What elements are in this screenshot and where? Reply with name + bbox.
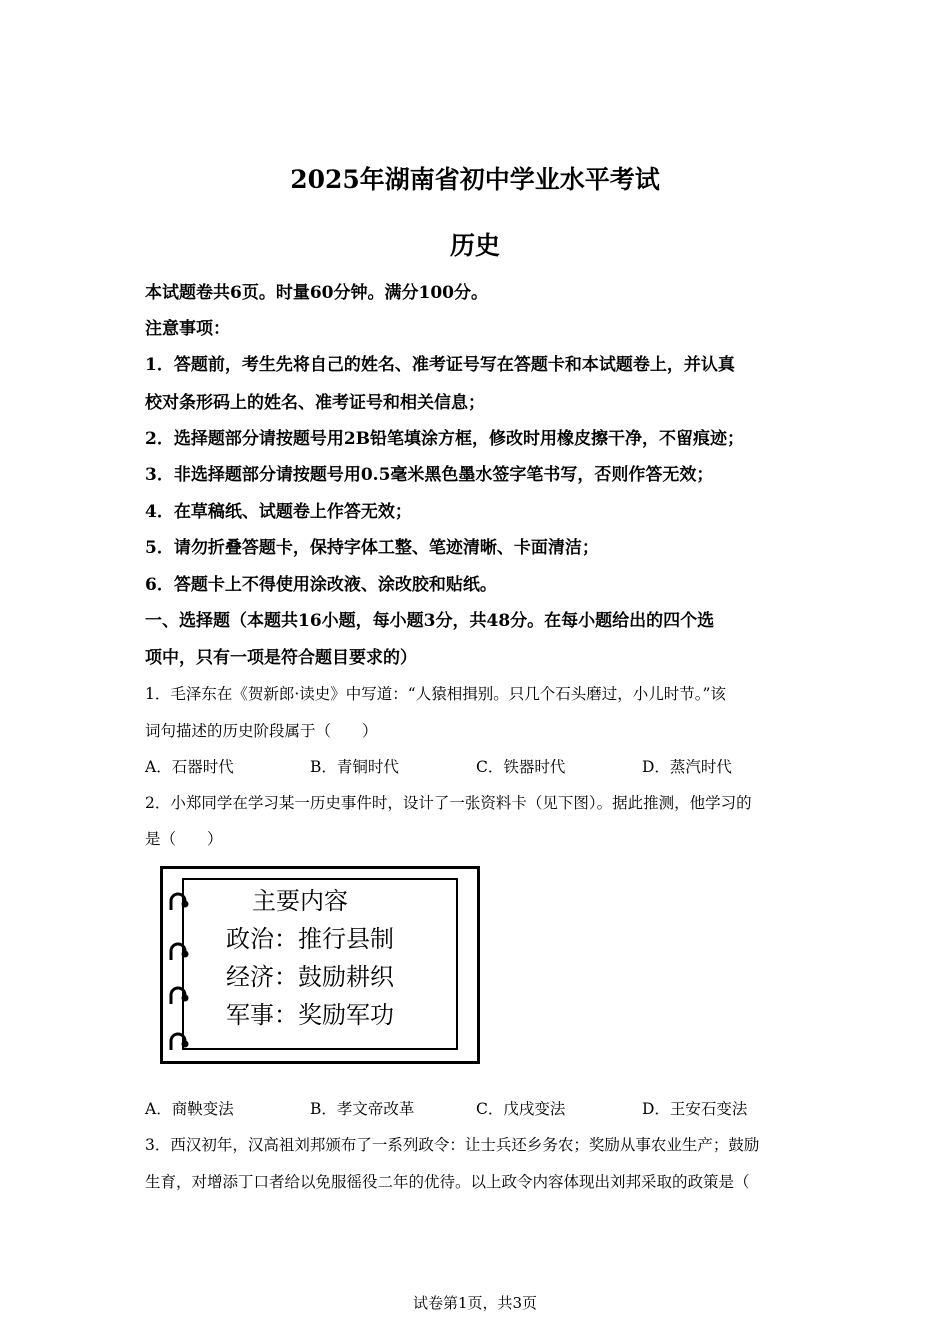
card-row-economy: 经济：鼓励耕织: [226, 963, 394, 991]
card-heading: 主要内容: [252, 887, 348, 915]
option-a: A．商鞅变法: [145, 1100, 234, 1118]
card-row-politics: 政治：推行县制: [226, 925, 394, 953]
question-2-text-cont: 是（ ）: [145, 830, 223, 848]
option-b: B．青铜时代: [310, 758, 399, 776]
question-2-text: 2．小郑同学在学习某一历史事件时，设计了一张资料卡（见下图）。据此推测，他学习的: [145, 794, 752, 812]
option-c: C．铁器时代: [476, 758, 566, 776]
question-3-text-cont: 生育，对增添丁口者给以免服徭役二年的优待。以上政令内容体现出刘邦采取的政策是（: [145, 1173, 750, 1191]
notice-item: 5．请勿折叠答题卡，保持字体工整、笔迹清晰、卡面清洁；: [145, 538, 599, 558]
question-1-text-cont: 词句描述的历史阶段属于（ ）: [145, 722, 378, 740]
option-b: B．孝文帝改革: [310, 1100, 415, 1118]
exam-title: 2025年湖南省初中学业水平考试: [290, 165, 660, 194]
option-a: A．石器时代: [145, 758, 234, 776]
notice-item: 1．答题前，考生先将自己的姓名、准考证号写在答题卡和本试题卷上，并认真: [145, 355, 735, 375]
exam-subject: 历史: [449, 231, 500, 260]
notice-item: 4．在草稿纸、试题卷上作答无效；: [145, 502, 412, 522]
option-d: D．蒸汽时代: [642, 758, 732, 776]
notice-item: 3．非选择题部分请按题号用0.5毫米黑色墨水签字笔书写，否则作答无效；: [145, 465, 714, 485]
page-footer: 试卷第1页，共3页: [412, 1294, 538, 1312]
notice-heading: 注意事项：: [145, 319, 230, 339]
notice-item: 6．答题卡上不得使用涂改液、涂改胶和贴纸。: [145, 575, 497, 595]
notice-item: 2．选择题部分请按题号用2B铅笔填涂方框，修改时用橡皮擦干净，不留痕迹；: [145, 429, 745, 449]
question-3-text: 3．西汉初年，汉高祖刘邦颁布了一系列政令：让士兵还乡务农；奖励从事农业生产；鼓励: [145, 1136, 760, 1154]
notice-item: 校对条形码上的姓名、准考证号和相关信息；: [145, 393, 485, 413]
binder-ring-icon: [168, 1030, 192, 1052]
question-1-text: 1．毛泽东在《贺新郎·读史》中写道：“人猿相揖别。只几个石头磨过，小儿时节。”该: [145, 685, 726, 703]
card-row-military: 军事：奖励军功: [226, 1001, 394, 1029]
section-heading-cont: 项中，只有一项是符合题目要求的）: [145, 648, 417, 668]
exam-info: 本试题卷共6页。时量60分钟。满分100分。: [145, 283, 488, 303]
option-c: C．戊戌变法: [476, 1100, 566, 1118]
info-card: [160, 866, 480, 1064]
option-d: D．王安石变法: [642, 1100, 748, 1118]
section-heading: 一、选择题（本题共16小题，每小题3分，共48分。在每小题给出的四个选: [145, 611, 715, 631]
